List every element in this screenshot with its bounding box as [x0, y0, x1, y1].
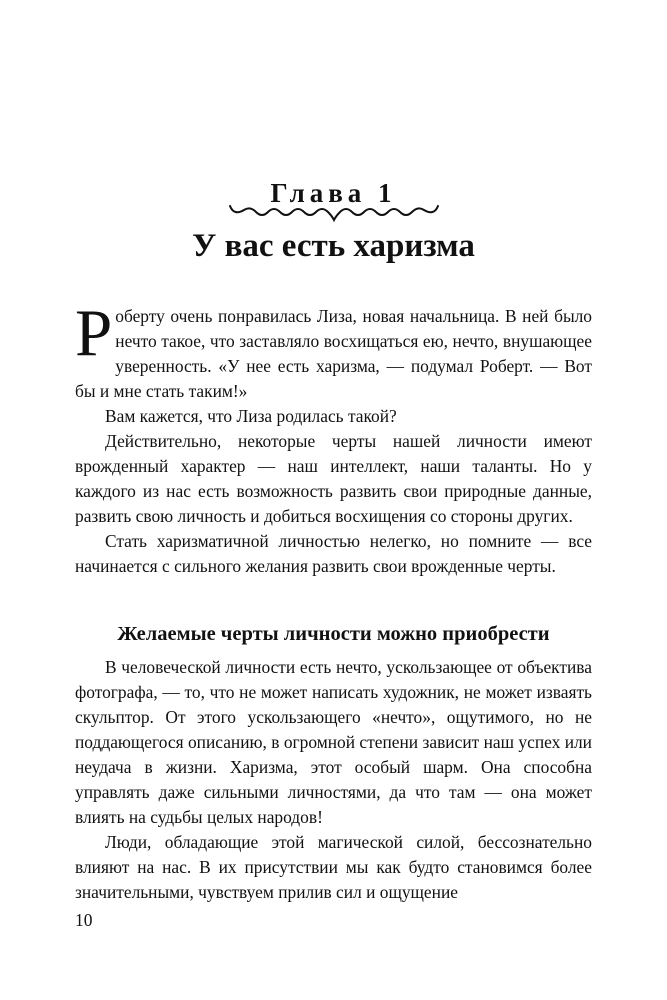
paragraph	[75, 296, 592, 404]
section-text	[75, 655, 592, 905]
page-number: 10	[75, 910, 93, 930]
paragraph: В человеческой личности есть нечто, ускользающее от объектива фотографа, — то, что не может написать художник, не может изваять скульптор. От этого ускользающего «нечто», ощутимого, но не поддающегося описанию, в огромной степени зависит наш успех или неудача в жизни. Харизма, этот особый шарм. Она способна управлять даже сильными личностями, да что там — она может влиять на судьбы целых народов!	[75, 657, 592, 827]
drop-cap: Р	[75, 296, 113, 370]
chapter-ornament	[228, 196, 440, 230]
paragraph: Люди, обладающие этой магической силой, бессознательно влияют на нас. В их присутствии мы как будто становимся более значительными, чувствуем прилив сил и ощущение	[75, 832, 592, 902]
paragraph: Вам кажется, что Лиза родилась такой?	[105, 406, 397, 426]
paragraph: Действительно, некоторые черты нашей личности имеют врожденный характер — наш интеллект, наши таланты. Но у каждого из нас есть возможность развить свои природные данные, развить свою личность и добиться восхищения со стороны других.	[75, 431, 592, 526]
paragraph-text: оберту очень понравилась Лиза, новая начальница. В ней было нечто такое, что заставляло восхищаться ею, нечто, внушающее уверенность. «У нее есть харизма, — подумал Роберт. — Вот бы и мне стать таким!»	[75, 306, 592, 401]
chapter-label: Глава 1	[270, 178, 397, 208]
section-heading: Желаемые черты личности можно приобрести	[117, 623, 550, 645]
paragraph: Стать харизматичной личностью нелегко, но помните — все начинается с сильного желания развить свои врожденные черты.	[75, 531, 592, 576]
chapter-title: У вас есть харизма	[192, 228, 475, 264]
intro-text	[75, 296, 592, 579]
